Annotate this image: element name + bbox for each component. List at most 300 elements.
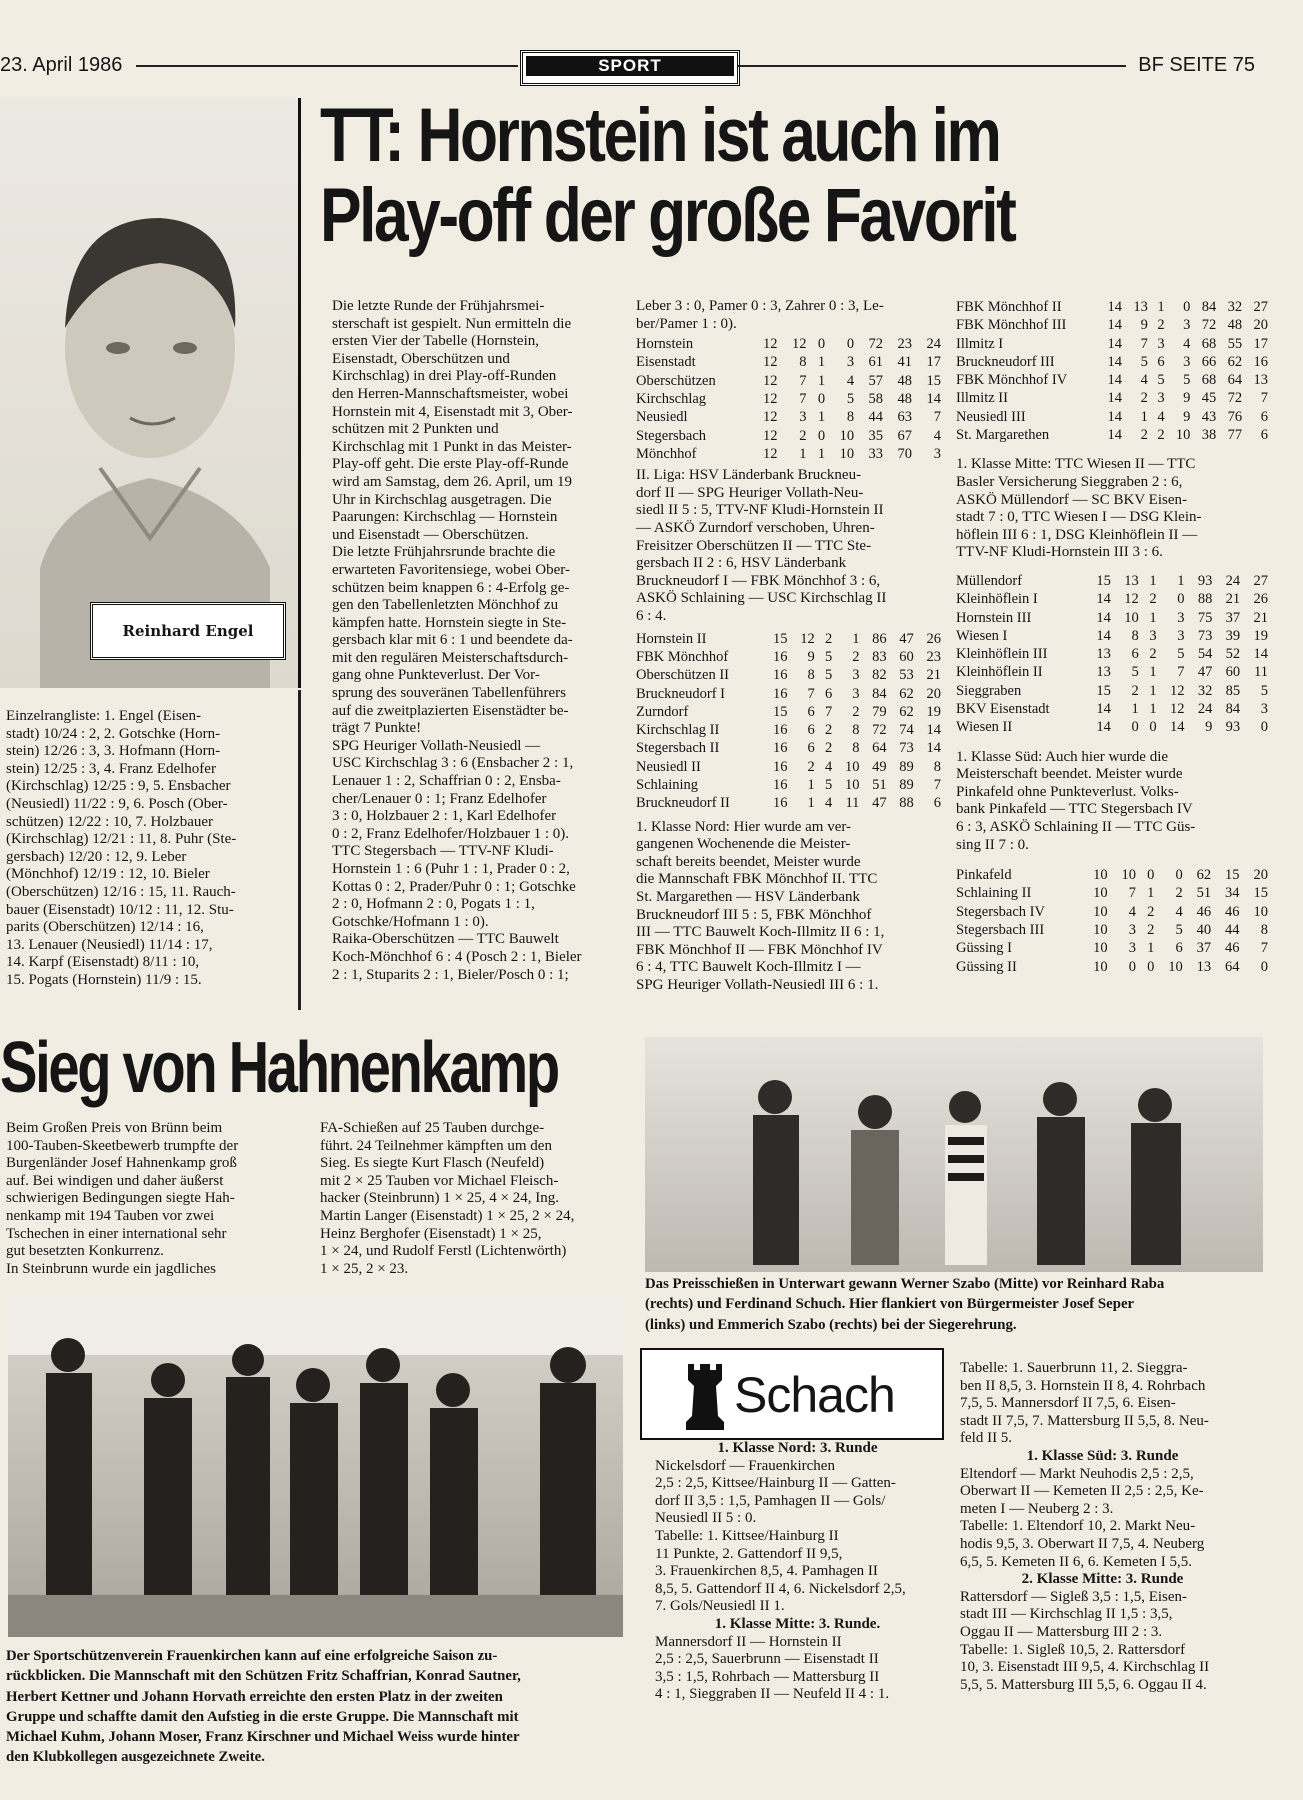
text-line: feld II 5. xyxy=(960,1430,1013,1447)
text-line: 3. Frauenkirchen 8,5, 4. Pamhagen II xyxy=(655,1563,878,1580)
stat-cell: 15 xyxy=(1225,867,1240,884)
text-line: Basler Versicherung Sieggraben 2 : 6, xyxy=(956,473,1183,490)
stat-cell: 2 xyxy=(825,630,833,647)
table-row xyxy=(956,572,1268,590)
text-line: FBK Mönchhof II — FBK Mönchhof IV xyxy=(636,941,883,958)
table-row xyxy=(636,721,941,739)
stat-cell: 6 xyxy=(807,722,815,739)
team-name-cell: Bruckneudorf I xyxy=(636,685,725,702)
text-line: stein) 12/25 : 3, 4. Franz Edelhofer xyxy=(6,760,216,777)
text-line: gangenen Wochenende die Meister- xyxy=(636,836,851,853)
stat-cell: 10 xyxy=(1093,903,1108,920)
stat-cell: 2 xyxy=(852,648,860,665)
text-line: Nickelsdorf — Frauenkirchen xyxy=(655,1457,835,1474)
text-line: Play-off geht. Die erste Play-off-Runde xyxy=(332,456,569,473)
text-line: siedl II 5 : 5, TTV-NF Kludi-Hornstein II xyxy=(636,502,884,519)
stat-cell: 24 xyxy=(926,336,941,353)
stat-cell: 5 xyxy=(1177,646,1185,663)
stat-cell: 54 xyxy=(1197,646,1213,663)
stat-cell: 7 xyxy=(799,391,807,408)
text-line: Tabelle: 1. Sigleß 10,5, 2. Rattersdorf xyxy=(960,1641,1186,1658)
stat-cell: 6 xyxy=(807,740,815,757)
stat-cell: 35 xyxy=(868,427,884,444)
stat-cell: 88 xyxy=(1197,591,1213,608)
text-line: — ASKÖ Zurndorf verschoben, Uhren- xyxy=(636,520,875,537)
stat-cell: 1 xyxy=(1149,701,1157,718)
stat-cell: 10 xyxy=(844,776,860,793)
text-line: nenkamp mit 194 Tauben vor zwei xyxy=(6,1207,215,1224)
stat-cell: 14 xyxy=(1096,627,1111,644)
stat-cell: 4 xyxy=(1183,335,1191,352)
team-name-cell: Oberschützen xyxy=(636,372,716,389)
subheading: 1. Klasse Süd: 3. Runde xyxy=(1026,1447,1179,1464)
team-name-cell: Mönchhof xyxy=(636,445,697,462)
table-row xyxy=(956,371,1268,389)
team-name-cell: Oberschützen II xyxy=(636,667,729,684)
stat-cell: 44 xyxy=(868,409,884,426)
team-photo-caption xyxy=(6,1646,631,1768)
table-row xyxy=(956,884,1268,902)
stat-cell: 10 xyxy=(1093,867,1108,884)
stat-cell: 47 xyxy=(872,795,887,812)
text-line: FA-Schießen auf 25 Tauben durchge- xyxy=(320,1120,545,1136)
article-text-1 xyxy=(332,298,622,984)
stat-cell: 32 xyxy=(1227,299,1243,315)
text-line: hodis 9,5, 3. Oberwart II 7,5, 4. Neuberg xyxy=(960,1535,1205,1552)
stat-cell: 7 xyxy=(1260,390,1268,407)
stat-cell: 13 xyxy=(1196,958,1212,975)
stat-cell: 32 xyxy=(1197,682,1213,699)
text-line: (Kirchschlag) 12/21 : 11, 8. Puhr (Ste- xyxy=(6,831,237,848)
headline-2: Sieg von Hahnenkamp xyxy=(0,1028,558,1108)
text-line: Eisenstadt, Oberschützen und xyxy=(332,350,510,367)
stat-cell: 5 xyxy=(846,391,855,408)
table-row xyxy=(636,408,941,426)
table-row xyxy=(636,703,941,721)
stat-cell: 0 xyxy=(846,336,855,353)
text-line: cher/Lenauer 0 : 1; Franz Edelhofer xyxy=(332,790,547,807)
text-line: (Kirchschlag) 12/25 : 9, 5. Ensbacher xyxy=(6,778,231,795)
text-line: 8,5, 5. Gattendorf II 4, 6. Nickelsdorf 2,5, xyxy=(655,1580,906,1597)
text-line: Die letzte Runde der Frühjahrsmei- xyxy=(332,298,545,314)
stat-cell: 8 xyxy=(1131,627,1139,644)
team-name-cell: Illmitz II xyxy=(956,390,1008,407)
text-line: TTC Stegersbach — TTV-NF Kludi- xyxy=(332,843,554,860)
stat-cell: 89 xyxy=(899,758,914,775)
table-row xyxy=(956,700,1268,718)
text-line: ASKÖ Schlaining — USC Kirchschlag II xyxy=(636,590,887,607)
table-row xyxy=(636,353,941,371)
stat-cell: 5 xyxy=(1157,372,1165,389)
stat-cell: 12 xyxy=(763,336,778,353)
stat-cell: 6 xyxy=(1175,940,1183,957)
stat-cell: 1 xyxy=(1149,682,1157,699)
text-line: 1 × 24, und Rudolf Ferstl (Lichtenwörth) xyxy=(320,1243,567,1260)
text-line: II. Liga: HSV Länderbank Bruckneu- xyxy=(636,467,862,484)
text-line: Pinkafeld ohne Punkteverlust. Volks- xyxy=(956,783,1179,800)
stat-cell: 1 xyxy=(1147,940,1155,957)
stat-cell: 13 xyxy=(1096,646,1111,663)
stat-cell: 1 xyxy=(1149,664,1157,681)
stat-cell: 9 xyxy=(807,648,815,665)
text-line: den Herren-Mannschaftsmeister, wobei xyxy=(332,385,569,402)
article-text-3b xyxy=(956,749,1268,855)
text-line: 11 Punkte, 2. Gattendorf II 9,5, xyxy=(655,1545,843,1562)
stat-cell: 6 xyxy=(1260,408,1268,425)
stat-cell: 46 xyxy=(1225,903,1240,920)
stat-cell: 37 xyxy=(1225,609,1241,626)
table-row xyxy=(956,316,1268,334)
text-line: 6,5, 5. Kemeten II 6, 6. Kemeten I 5,5. xyxy=(960,1553,1193,1570)
article-text-3a xyxy=(956,456,1268,562)
text-line: schaft bereits beendet, Meister wurde xyxy=(636,853,861,870)
table-row xyxy=(956,921,1268,939)
stat-cell: 6 xyxy=(933,795,941,812)
ranking-text xyxy=(6,708,290,990)
text-line: stadt 7 : 0, TTC Wiesen I — DSG Klein- xyxy=(956,509,1202,526)
text-line: Tschechen in einer international sehr xyxy=(6,1225,227,1242)
text-line: Oggau II — Mattersburg III 2 : 3. xyxy=(960,1623,1163,1640)
stat-cell: 15 xyxy=(1253,885,1268,902)
text-line: (Oberschützen) 12/16 : 15, 11. Rauch- xyxy=(6,883,236,900)
article2-column-2 xyxy=(320,1120,625,1278)
stat-cell: 10 xyxy=(1253,903,1268,920)
text-line: 5,5, 5. Mattersburg III 5,5, 6. Oggau II 4. xyxy=(960,1676,1207,1693)
article-column-1 xyxy=(332,298,622,984)
stat-cell: 7 xyxy=(807,685,815,702)
text-line: 1. Klasse Nord: Hier wurde am ver- xyxy=(636,818,852,835)
table-row xyxy=(956,353,1268,371)
team-name-cell: St. Margarethen xyxy=(956,427,1050,444)
stat-cell: 14 xyxy=(1170,719,1185,736)
team-name-cell: Kleinhöflein I xyxy=(956,591,1038,608)
table-row xyxy=(956,389,1268,407)
stat-cell: 39 xyxy=(1225,627,1241,644)
stat-cell: 0 xyxy=(1175,867,1183,884)
text-line: schützen) 12/22 : 10, 7. Holzbauer xyxy=(6,813,214,830)
text-line: 10, 3. Eisenstadt III 9,5, 4. Kirchschlag II xyxy=(960,1659,1210,1676)
stat-cell: 7 xyxy=(1260,940,1268,957)
stat-cell: 10 xyxy=(1168,958,1183,975)
team-name-cell: FBK Mönchhof IV xyxy=(956,372,1068,389)
text-line: Kottas 0 : 2, Prader/Puhr 0 : 1; Gotschke xyxy=(332,878,576,895)
stat-cell: 2 xyxy=(1157,317,1165,334)
stat-cell: 5 xyxy=(1183,372,1191,389)
stat-cell: 26 xyxy=(926,630,941,647)
text-line: stadt III — Kirchschlag II 1,5 : 3,5, xyxy=(960,1606,1173,1623)
team-name-cell: FBK Mönchhof II xyxy=(956,299,1062,315)
text-line: Die letzte Frühjahrsrunde brachte die xyxy=(332,544,556,561)
text-line: gersbach klar mit 6 : 1 und beendete da- xyxy=(332,632,573,649)
team-figures xyxy=(8,1295,623,1637)
stat-cell: 1 xyxy=(1177,572,1185,589)
text-line: Leber 3 : 0, Pamer 0 : 3, Zahrer 0 : 3, Le- xyxy=(636,298,884,314)
table-row xyxy=(636,794,941,812)
headline-line-1: TT: Hornstein ist auch im xyxy=(320,93,1000,178)
stat-cell: 12 xyxy=(763,427,778,444)
team-name-cell: Kirchschlag II xyxy=(636,722,720,739)
article2-text-1 xyxy=(6,1120,306,1278)
stat-cell: 8 xyxy=(1260,922,1268,939)
text-line: Koch-Mönchhof 6 : 4 (Posch 2 : 1, Bieler xyxy=(332,948,582,965)
stat-cell: 10 xyxy=(1093,958,1108,975)
page-number: BF SEITE 75 xyxy=(1138,54,1255,76)
text-line: Hornstein 1 : 6 (Puhr 1 : 1, Prader 0 : 2, xyxy=(332,861,570,877)
stat-cell: 2 xyxy=(1175,885,1183,902)
text-line: Beim Großen Preis von Brünn beim xyxy=(6,1120,223,1136)
text-line: Tabelle: 1. Eltendorf 10, 2. Markt Neu- xyxy=(960,1518,1196,1535)
text-line: gut besetzten Konkurrenz. xyxy=(6,1243,164,1260)
stat-cell: 26 xyxy=(1253,591,1268,608)
stat-cell: 64 xyxy=(1225,958,1240,975)
text-line: Burgenländer Josef Hahnenkamp groß xyxy=(6,1155,237,1172)
team-name-cell: Stegersbach III xyxy=(956,922,1045,939)
stat-cell: 84 xyxy=(1201,299,1217,315)
stat-cell: 5 xyxy=(1260,682,1268,699)
stat-cell: 89 xyxy=(899,776,914,793)
stat-cell: 14 xyxy=(1107,408,1123,425)
text-line: meten I — Neuberg 2 : 3. xyxy=(960,1500,1114,1517)
table-row xyxy=(636,776,941,794)
stat-cell: 1 xyxy=(1131,701,1139,718)
text-line: Oberwart II — Kemeten II 2,5 : 2,5, Ke- xyxy=(960,1483,1204,1500)
header-rule-right xyxy=(738,65,1126,67)
text-line: Das Preisschießen in Unterwart gewann Werner Szabo (Mitte) vor Reinhard Raba xyxy=(645,1276,1165,1292)
stat-cell: 14 xyxy=(1107,427,1123,444)
stat-cell: 2 xyxy=(1140,390,1148,407)
text-line: gang ohne Punkteverlust. Der Vor- xyxy=(332,667,540,684)
text-line: 0 : 2, Franz Edelhofer/Holzbauer 1 : 0). xyxy=(332,825,570,842)
text-line: sing II 7 : 0. xyxy=(956,836,1029,853)
text-line: Michael Kuhm, Johann Moser, Franz Kirschner und Michael Weiss wurde hinter xyxy=(6,1729,520,1746)
stat-cell: 62 xyxy=(1196,867,1212,884)
table-row xyxy=(636,648,941,666)
stat-cell: 9 xyxy=(1140,317,1148,334)
stat-cell: 20 xyxy=(926,685,941,702)
stat-cell: 73 xyxy=(899,740,914,757)
team-name-cell: Schlaining xyxy=(636,776,699,793)
stat-cell: 83 xyxy=(872,648,887,665)
stat-cell: 1 xyxy=(807,795,815,812)
text-line: gersbach) 12/20 : 12, 9. Leber xyxy=(6,848,187,865)
stat-cell: 53 xyxy=(899,667,914,684)
article-text-2b xyxy=(636,467,941,625)
stat-cell: 13 xyxy=(1096,664,1111,681)
stat-cell: 15 xyxy=(1096,682,1111,699)
text-line: 1. Klasse Süd: Auch hier wurde die xyxy=(956,748,1169,765)
table-row xyxy=(956,426,1268,444)
stat-cell: 12 xyxy=(763,445,778,462)
stat-cell: 73 xyxy=(1197,627,1213,644)
table-row xyxy=(956,663,1268,681)
text-line: auf die zweitplazierten Eisenstädter be- xyxy=(332,702,569,719)
table-row xyxy=(956,298,1268,316)
stat-cell: 24 xyxy=(1225,572,1241,589)
stat-cell: 7 xyxy=(1128,885,1137,902)
stat-cell: 72 xyxy=(1201,317,1217,334)
stat-cell: 17 xyxy=(1253,335,1268,352)
table-row xyxy=(636,758,941,776)
team-name-cell: Müllendorf xyxy=(956,572,1023,589)
stat-cell: 1 xyxy=(1147,885,1155,902)
stat-cell: 19 xyxy=(1253,627,1268,644)
stat-cell: 3 xyxy=(1128,940,1137,957)
stat-cell: 33 xyxy=(868,445,884,462)
text-line: TTV-NF Kludi-Hornstein III 3 : 6. xyxy=(956,544,1163,561)
stat-cell: 3 xyxy=(1128,922,1137,939)
stat-cell: 2 xyxy=(1147,922,1155,939)
team-name-cell: Zurndorf xyxy=(636,703,689,720)
text-line: kämpfen hatte. Hornstein siegte in Ste- xyxy=(332,614,567,631)
stat-cell: 62 xyxy=(899,703,914,720)
text-line: schützen mit 2 Punkten und xyxy=(332,421,499,438)
stat-cell: 46 xyxy=(1225,940,1240,957)
stat-cell: 51 xyxy=(872,776,887,793)
table-row xyxy=(636,685,941,703)
text-line: 6 : 3, ASKÖ Schlaining II — TTC Güs- xyxy=(956,818,1196,835)
stat-cell: 14 xyxy=(1107,390,1123,407)
league-table-1 xyxy=(636,335,941,463)
table-row xyxy=(956,718,1268,736)
text-line: 14. Karpf (Eisenstadt) 8/11 : 10, xyxy=(6,954,200,971)
stat-cell: 48 xyxy=(1227,317,1243,334)
stat-cell: 16 xyxy=(773,648,788,665)
text-line: 7. Gols/Neusiedl II 1. xyxy=(655,1598,785,1615)
stat-cell: 16 xyxy=(773,776,788,793)
stat-cell: 4 xyxy=(1157,408,1165,425)
stat-cell: 68 xyxy=(1201,372,1217,389)
stat-cell: 2 xyxy=(825,740,833,757)
award-caption-text xyxy=(645,1274,1270,1335)
stat-cell: 0 xyxy=(1177,591,1185,608)
text-line: 2,5 : 2,5, Sauerbrunn — Eisenstadt II xyxy=(655,1651,879,1668)
stat-cell: 63 xyxy=(897,409,912,426)
text-line: 2 : 1, Stuparits 2 : 1, Bieler/Posch 0 : 1; xyxy=(332,966,569,983)
stat-cell: 15 xyxy=(926,372,941,389)
table-row xyxy=(956,609,1268,627)
text-line: 2 : 0, Hofmann 2 : 0, Pogats 1 : 1, xyxy=(332,896,535,913)
stat-cell: 88 xyxy=(899,795,914,812)
section-label: SPORT xyxy=(526,56,734,76)
stat-cell: 12 xyxy=(1170,682,1185,699)
chess-column-2 xyxy=(960,1360,1245,1694)
chess-text-1 xyxy=(655,1440,940,1704)
stat-cell: 6 xyxy=(825,685,833,702)
text-line: Raika-Oberschützen — TTC Bauwelt xyxy=(332,931,559,948)
ranking-column xyxy=(6,708,290,990)
text-line: und Eisenstadt — Oberschützen. xyxy=(332,526,529,543)
stat-cell: 10 xyxy=(839,427,855,444)
text-line: schwierigen Bedingungen siegte Hah- xyxy=(6,1190,235,1207)
stat-cell: 14 xyxy=(1107,335,1123,352)
team-name-cell: Bruckneudorf II xyxy=(636,795,730,812)
portrait-figure xyxy=(0,98,298,688)
league-table-4 xyxy=(956,572,1268,737)
stat-cell: 15 xyxy=(773,630,788,647)
stat-cell: 45 xyxy=(1201,390,1217,407)
stat-cell: 10 xyxy=(1093,885,1108,902)
stat-cell: 51 xyxy=(1196,885,1212,902)
stat-cell: 13 xyxy=(1133,299,1148,315)
team-name-cell: Wiesen II xyxy=(956,719,1013,736)
text-line: Rattersdorf — Sigleß 3,5 : 1,5, Eisen- xyxy=(960,1588,1188,1605)
text-line: Einzelrangliste: 1. Engel (Eisen- xyxy=(6,708,201,724)
text-line: Der Sportschützenverein Frauenkirchen kann auf eine erfolgreiche Saison zu- xyxy=(6,1648,498,1664)
chess-text-2 xyxy=(960,1360,1245,1694)
table-row xyxy=(636,427,941,445)
stat-cell: 70 xyxy=(897,445,912,462)
stat-cell: 12 xyxy=(1170,701,1185,718)
stat-cell: 4 xyxy=(1128,903,1137,920)
header-rule-left xyxy=(136,65,518,67)
text-line: parits (Oberschützen) 12/14 : 16, xyxy=(6,919,204,936)
stat-cell: 12 xyxy=(791,336,807,353)
stat-cell: 12 xyxy=(1124,591,1139,608)
stat-cell: 5 xyxy=(825,667,833,684)
award-photo xyxy=(645,1037,1263,1272)
stat-cell: 3 xyxy=(846,354,855,371)
stat-cell: 6 xyxy=(1260,427,1268,444)
team-name-cell: Stegersbach xyxy=(636,427,707,444)
stat-cell: 2 xyxy=(1140,427,1148,444)
stat-cell: 8 xyxy=(846,409,855,426)
stat-cell: 49 xyxy=(872,758,887,775)
text-line: Tabelle: 1. Kittsee/Hainburg II xyxy=(655,1527,839,1544)
text-line: höflein III 6 : 1, DSG Kleinhöflein II — xyxy=(956,526,1198,543)
text-line: 4 : 1, Sieggraben II — Neufeld II 4 : 1. xyxy=(655,1686,890,1703)
article-column-3 xyxy=(956,298,1268,976)
stat-cell: 20 xyxy=(1253,317,1268,334)
stat-cell: 57 xyxy=(868,372,884,389)
chess-rook-icon xyxy=(680,1356,730,1432)
text-line: 7,5, 5. Mannersdorf II 7,5, 6. Eisen- xyxy=(960,1395,1176,1412)
team-name-cell: Sieggraben xyxy=(956,682,1022,699)
stat-cell: 4 xyxy=(825,795,833,812)
stat-cell: 77 xyxy=(1227,427,1243,444)
text-line: trägt 7 Punkte! xyxy=(332,720,422,737)
stat-cell: 72 xyxy=(1227,390,1243,407)
stat-cell: 47 xyxy=(899,630,914,647)
text-line: auf. Bei windigen und daher äußerst xyxy=(6,1172,224,1189)
team-name-cell: BKV Eisenstadt xyxy=(956,701,1050,718)
stat-cell: 5 xyxy=(825,648,833,665)
table-row xyxy=(956,335,1268,353)
stat-cell: 64 xyxy=(872,740,887,757)
stat-cell: 3 xyxy=(933,445,941,462)
text-line: (Neusiedl) 11/22 : 9, 6. Posch (Ober- xyxy=(6,795,228,812)
league-table-3 xyxy=(956,298,1268,444)
team-photo xyxy=(8,1295,623,1637)
stat-cell: 61 xyxy=(868,354,884,371)
team-name-cell: Pinkafeld xyxy=(956,867,1012,884)
headline xyxy=(320,93,1107,258)
stat-cell: 52 xyxy=(1225,646,1241,663)
stat-cell: 3 xyxy=(1260,701,1268,718)
stat-cell: 4 xyxy=(933,427,941,444)
team-caption-text xyxy=(6,1646,631,1768)
text-line: (rechts) und Ferdinand Schuch. Hier flankiert von Bürgermeister Josef Seper xyxy=(645,1296,1135,1313)
league-table-5 xyxy=(956,866,1268,976)
stat-cell: 40 xyxy=(1196,922,1212,939)
table-row xyxy=(636,372,941,390)
stat-cell: 3 xyxy=(1157,390,1165,407)
table-row xyxy=(636,739,941,757)
stat-cell: 8 xyxy=(852,740,860,757)
stat-cell: 16 xyxy=(773,722,788,739)
table-row xyxy=(956,682,1268,700)
stat-cell: 62 xyxy=(899,685,914,702)
text-line: mit den regulären Meisterschaftsdurch- xyxy=(332,649,569,666)
